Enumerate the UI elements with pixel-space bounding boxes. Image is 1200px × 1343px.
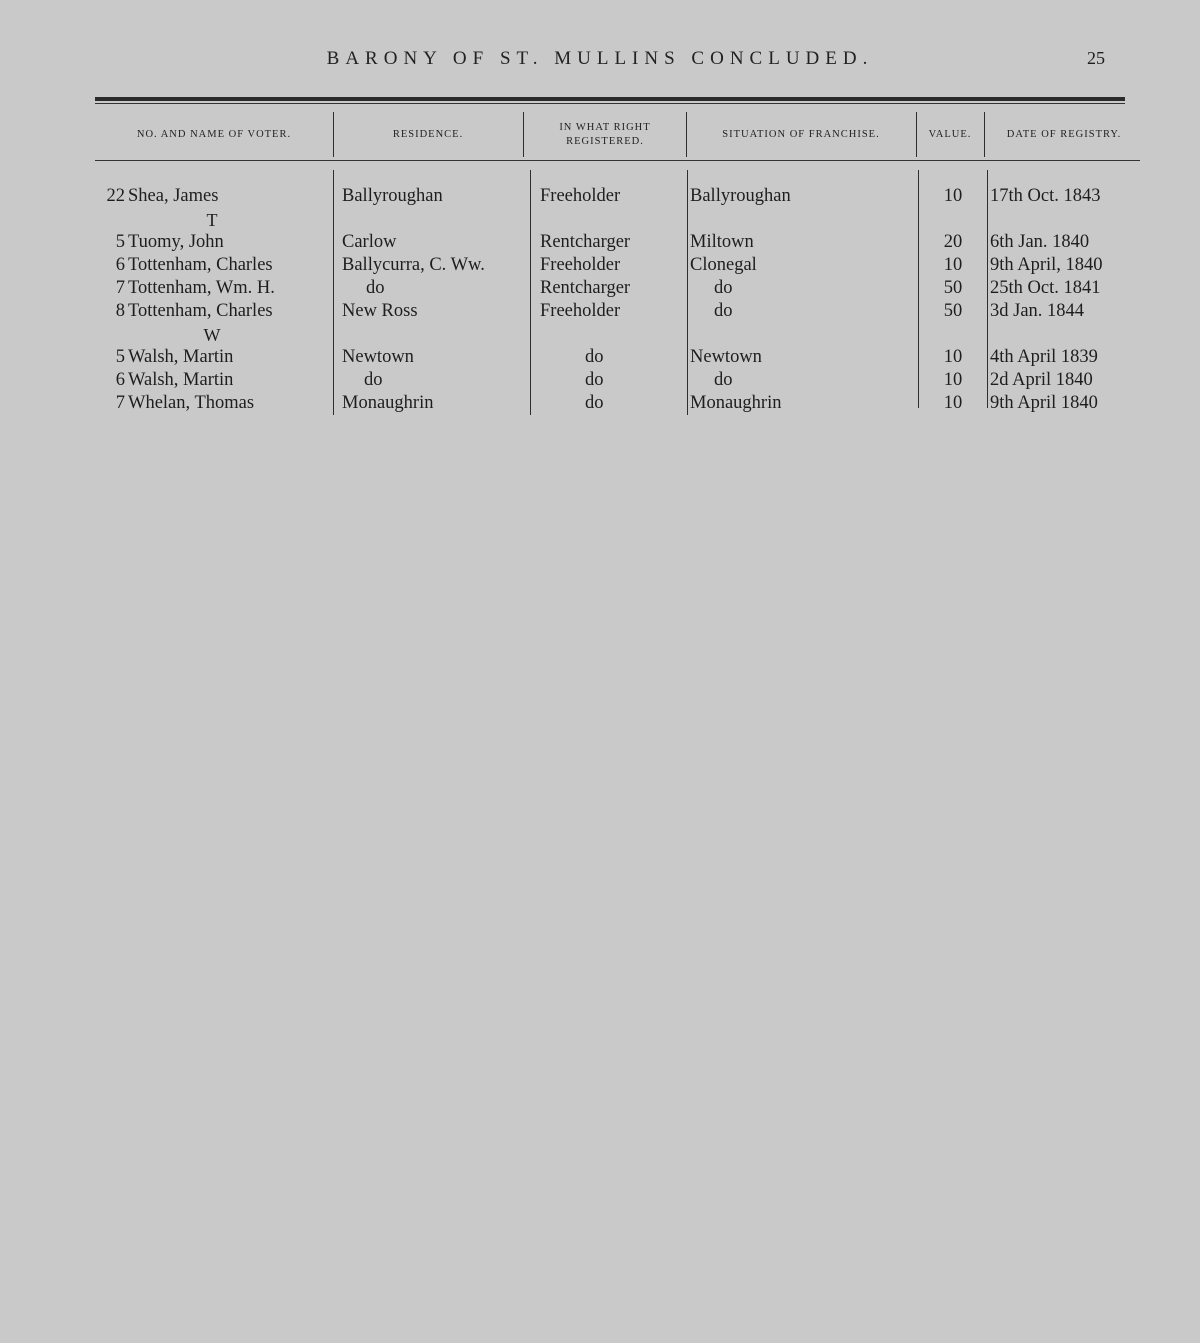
registry-date: 9th April 1840 <box>990 393 1098 413</box>
franchise-value: 10 <box>943 370 963 390</box>
header-right: IN WHAT RIGHT REGISTERED. <box>559 122 651 147</box>
header-divider <box>984 112 985 157</box>
voter-name: Walsh, Martin <box>128 370 234 390</box>
registry-date: 3d Jan. 1844 <box>990 301 1085 321</box>
franchise-situation: Clonegal <box>690 255 757 275</box>
right-registered: do <box>585 347 604 367</box>
page-number: 25 <box>1087 48 1105 68</box>
registry-date: 4th April 1839 <box>990 347 1098 367</box>
section-letter-text: W <box>203 325 221 345</box>
header-situation: SITUATION OF FRANCHISE. <box>722 129 880 140</box>
right-registered: Rentcharger <box>540 278 631 298</box>
registry-date: 25th Oct. 1841 <box>990 278 1101 298</box>
voter-name: Whelan, Thomas <box>128 393 255 413</box>
franchise-situation: Newtown <box>690 347 762 367</box>
right-registered: Freeholder <box>540 301 621 321</box>
franchise-situation: Ballyroughan <box>690 186 791 206</box>
registry-date: 17th Oct. 1843 <box>990 186 1101 206</box>
header-divider <box>523 112 524 157</box>
table-row <box>0 370 1200 393</box>
header-name: NO. AND NAME OF VOTER. <box>136 129 292 140</box>
voter-name: Tuomy, John <box>128 232 224 252</box>
franchise-value: 10 <box>943 186 963 206</box>
voter-number: 22 <box>106 186 125 206</box>
voter-number: 8 <box>115 301 125 321</box>
residence: Ballycurra, C. Ww. <box>342 255 485 275</box>
right-registered: Freeholder <box>540 186 621 206</box>
residence: do <box>364 370 383 390</box>
voter-number: 7 <box>115 278 125 298</box>
voter-number: 5 <box>115 347 125 367</box>
voter-name: Shea, James <box>128 186 219 206</box>
table-row <box>0 393 1200 416</box>
residence: Ballyroughan <box>342 186 443 206</box>
header-residence: RESIDENCE. <box>392 129 464 140</box>
residence: New Ross <box>342 301 418 321</box>
voter-number: 6 <box>115 370 125 390</box>
franchise-situation: Miltown <box>690 232 754 252</box>
section-letter-text: T <box>206 210 218 230</box>
table-row <box>0 186 1200 209</box>
registry-date: 6th Jan. 1840 <box>990 232 1090 252</box>
right-registered: do <box>585 370 604 390</box>
table-row <box>0 232 1200 255</box>
voter-name: Tottenham, Charles <box>128 301 273 321</box>
franchise-situation: Monaughrin <box>690 393 782 413</box>
residence: Carlow <box>342 232 397 252</box>
table-row <box>0 301 1200 324</box>
franchise-value: 10 <box>943 393 963 413</box>
right-registered: Freeholder <box>540 255 621 275</box>
voter-name: Walsh, Martin <box>128 347 234 367</box>
franchise-value: 10 <box>943 255 963 275</box>
voter-name: Tottenham, Wm. H. <box>128 278 275 298</box>
franchise-situation: do <box>714 278 733 298</box>
right-registered: Rentcharger <box>540 232 631 252</box>
franchise-situation: do <box>714 301 733 321</box>
header-divider <box>686 112 687 157</box>
section-letter <box>0 325 1200 347</box>
voter-number: 5 <box>115 232 125 252</box>
top-rule <box>95 97 1125 101</box>
header-divider <box>916 112 917 157</box>
franchise-situation: do <box>714 370 733 390</box>
franchise-value: 50 <box>943 301 963 321</box>
header-date: DATE OF REGISTRY. <box>1006 129 1122 140</box>
table-row <box>0 347 1200 370</box>
residence: Newtown <box>342 347 414 367</box>
right-registered: do <box>585 393 604 413</box>
voter-number: 7 <box>115 393 125 413</box>
table-row <box>0 278 1200 301</box>
registry-date: 9th April, 1840 <box>990 255 1103 275</box>
voter-number: 6 <box>115 255 125 275</box>
registry-date: 2d April 1840 <box>990 370 1093 390</box>
franchise-value: 20 <box>943 232 963 252</box>
header-divider <box>333 112 334 157</box>
running-title: BARONY OF ST. MULLINS CONCLUDED. <box>326 48 874 69</box>
header-rule <box>95 160 1140 161</box>
voter-name: Tottenham, Charles <box>128 255 273 275</box>
header-value: VALUE. <box>928 129 972 140</box>
residence: Monaughrin <box>342 393 434 413</box>
section-letter <box>0 210 1200 232</box>
residence: do <box>366 278 385 298</box>
top-rule-thin <box>95 103 1125 104</box>
franchise-value: 50 <box>943 278 963 298</box>
franchise-value: 10 <box>943 347 963 367</box>
table-row <box>0 255 1200 278</box>
